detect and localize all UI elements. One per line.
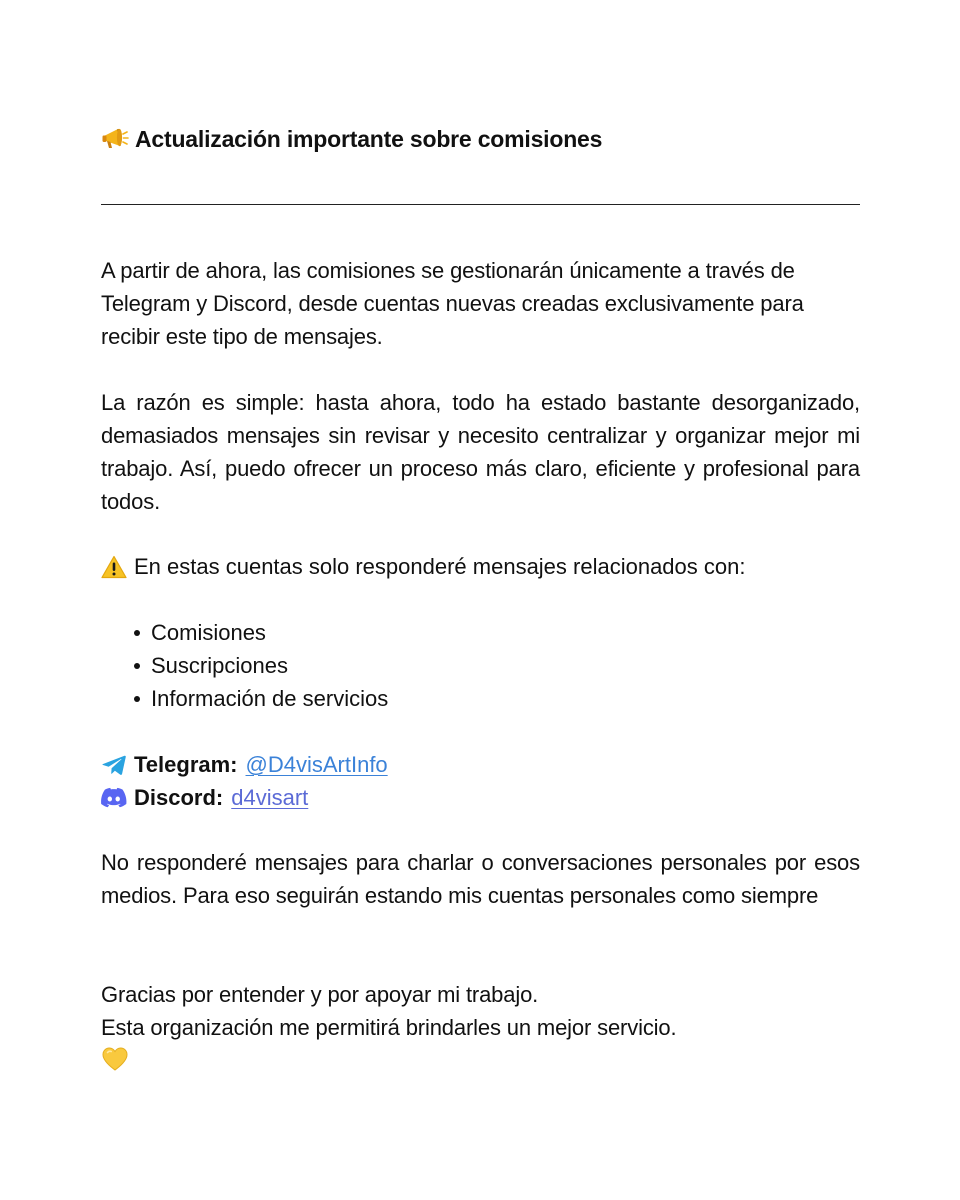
paragraph-intro: A partir de ahora, las comisiones se gestionarán únicamente a través de Telegram y Discord, desde cuentas nuevas creadas exclusivamente para recibir este tipo de mensajes. <box>101 258 804 349</box>
list-item <box>134 682 388 715</box>
discord-handle-link[interactable]: d4visart <box>231 784 309 810</box>
title-divider <box>101 204 860 205</box>
topic-label: Suscripciones <box>151 653 288 678</box>
discord-icon <box>101 787 127 809</box>
yellow-heart-icon <box>101 1046 129 1072</box>
post-title-row <box>101 122 602 156</box>
paragraph-notice: No responderé mensajes para charlar o conversaciones personales por esos medios. Para eso seguirán estando mis cuentas personales como siempre <box>101 850 860 908</box>
topics-list <box>134 616 388 715</box>
telegram-contact <box>101 748 388 781</box>
discord-contact <box>101 781 308 814</box>
list-item <box>134 649 388 682</box>
megaphone-icon <box>101 126 129 152</box>
bullet-dot <box>134 696 140 702</box>
telegram-icon <box>101 754 127 776</box>
closing-line-1: Gracias por entender y por apoyar mi trabajo. <box>101 982 539 1007</box>
telegram-label: Telegram: <box>134 751 238 777</box>
warning-text: En estas cuentas solo responderé mensajes relacionados con: <box>134 553 746 579</box>
topic-label: Comisiones <box>151 620 266 645</box>
warning-icon <box>101 555 127 579</box>
bullet-dot <box>134 630 140 636</box>
post-title: Actualización importante sobre comisiones <box>135 125 603 152</box>
telegram-handle-link[interactable]: @D4visArtInfo <box>245 751 388 777</box>
list-item <box>134 616 388 649</box>
closing-block <box>101 978 860 1044</box>
paragraph-reason: La razón es simple: hasta ahora, todo ha estado bastante desorganizado, demasiados mensajes sin revisar y necesito centralizar y organizar mejor mi trabajo. Así, puedo ofrecer un proceso más claro, eficiente y profesional para todos. <box>101 390 860 514</box>
topic-label: Información de servicios <box>151 686 389 711</box>
bullet-dot <box>134 663 140 669</box>
closing-line-2: Esta organización me permitirá brindarles un mejor servicio. <box>101 1015 677 1040</box>
discord-label: Discord: <box>134 784 224 810</box>
warning-row <box>101 550 745 583</box>
